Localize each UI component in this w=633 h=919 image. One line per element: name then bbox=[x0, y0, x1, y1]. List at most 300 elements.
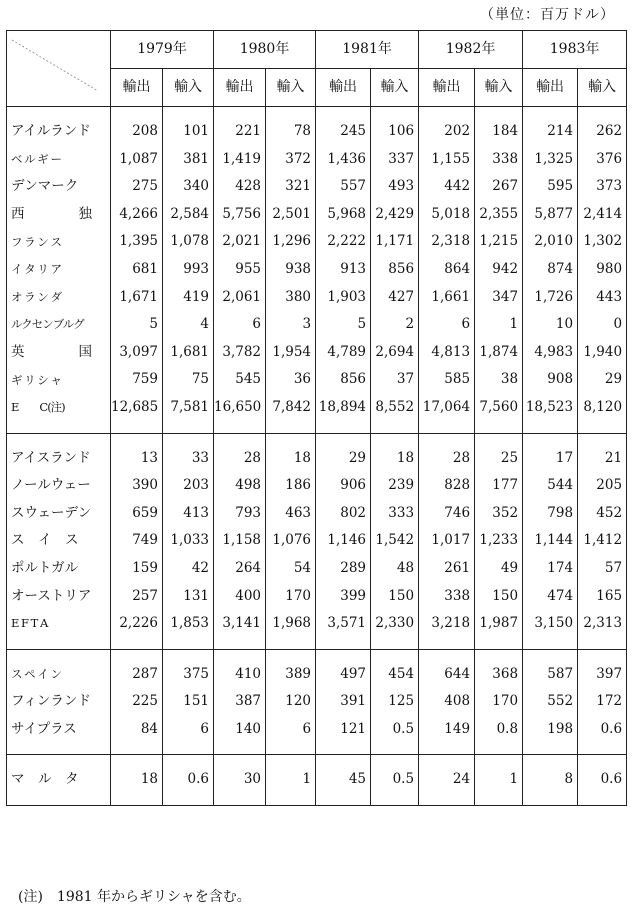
spacer-cell bbox=[163, 422, 214, 434]
export-value: 17,064 bbox=[419, 394, 475, 422]
country-name: アイルランド bbox=[7, 118, 111, 146]
import-value: 25 bbox=[475, 445, 523, 473]
export-value: 225 bbox=[111, 688, 163, 716]
table-row bbox=[7, 284, 627, 312]
export-value: 221 bbox=[214, 118, 266, 146]
export-value: 1,419 bbox=[214, 146, 266, 174]
spacer-cell bbox=[111, 794, 163, 806]
spacer-cell bbox=[111, 649, 163, 661]
table-row bbox=[7, 173, 627, 201]
spacer-row bbox=[7, 743, 627, 755]
export-value: 545 bbox=[214, 366, 266, 394]
import-value: 1,296 bbox=[266, 228, 316, 256]
spacer-cell bbox=[523, 649, 578, 661]
spacer-cell bbox=[371, 743, 419, 755]
import-value: 1 bbox=[266, 766, 316, 794]
spacer-row bbox=[7, 794, 627, 806]
spacer-cell bbox=[578, 743, 627, 755]
import-value: 380 bbox=[266, 284, 316, 312]
import-value: 0.6 bbox=[578, 716, 627, 744]
export-value: 399 bbox=[316, 583, 371, 611]
export-value: 1,671 bbox=[111, 284, 163, 312]
import-value: 397 bbox=[578, 661, 627, 689]
spacer-cell bbox=[266, 107, 316, 119]
import-header: 輸入 bbox=[371, 69, 419, 107]
export-value: 3,571 bbox=[316, 610, 371, 638]
country-name: ポルトガル bbox=[7, 555, 111, 583]
spacer-cell bbox=[163, 755, 214, 767]
import-value: 1,078 bbox=[163, 228, 214, 256]
import-value: 8,552 bbox=[371, 394, 419, 422]
export-value: 84 bbox=[111, 716, 163, 744]
import-value: 427 bbox=[371, 284, 419, 312]
import-value: 1,681 bbox=[163, 339, 214, 367]
country-name: マ ル タ bbox=[7, 766, 111, 794]
import-value: 1,171 bbox=[371, 228, 419, 256]
export-value: 18,894 bbox=[316, 394, 371, 422]
import-value: 1,987 bbox=[475, 610, 523, 638]
spacer-cell bbox=[316, 649, 371, 661]
spacer-cell bbox=[7, 794, 111, 806]
spacer-cell bbox=[419, 649, 475, 661]
export-value: 208 bbox=[111, 118, 163, 146]
spacer-cell bbox=[214, 433, 266, 445]
export-value: 2,318 bbox=[419, 228, 475, 256]
import-value: 368 bbox=[475, 661, 523, 689]
trade-table bbox=[6, 30, 627, 806]
import-value: 6 bbox=[266, 716, 316, 744]
spacer-cell bbox=[371, 755, 419, 767]
year-header-row bbox=[7, 31, 627, 69]
table-row bbox=[7, 527, 627, 555]
export-value: 3,782 bbox=[214, 339, 266, 367]
spacer-cell bbox=[214, 649, 266, 661]
import-value: 375 bbox=[163, 661, 214, 689]
import-value: 37 bbox=[371, 366, 419, 394]
export-value: 474 bbox=[523, 583, 578, 611]
import-value: 463 bbox=[266, 500, 316, 528]
table-row bbox=[7, 311, 627, 339]
export-value: 261 bbox=[419, 555, 475, 583]
import-value: 120 bbox=[266, 688, 316, 716]
country-name: スウェーデン bbox=[7, 500, 111, 528]
table-row bbox=[7, 445, 627, 473]
import-value: 1,968 bbox=[266, 610, 316, 638]
import-value: 980 bbox=[578, 256, 627, 284]
spacer-cell bbox=[316, 743, 371, 755]
import-value: 1,302 bbox=[578, 228, 627, 256]
import-value: 2,429 bbox=[371, 201, 419, 229]
export-header: 輸出 bbox=[523, 69, 578, 107]
export-value: 400 bbox=[214, 583, 266, 611]
import-value: 18 bbox=[371, 445, 419, 473]
spacer-cell bbox=[111, 638, 163, 650]
spacer-cell bbox=[578, 107, 627, 119]
import-value: 2,330 bbox=[371, 610, 419, 638]
export-value: 18,523 bbox=[523, 394, 578, 422]
header-corner bbox=[7, 31, 111, 107]
export-value: 1,436 bbox=[316, 146, 371, 174]
import-value: 0.6 bbox=[578, 766, 627, 794]
export-value: 3,141 bbox=[214, 610, 266, 638]
export-value: 1,158 bbox=[214, 527, 266, 555]
import-value: 372 bbox=[266, 146, 316, 174]
export-value: 4,789 bbox=[316, 339, 371, 367]
export-value: 10 bbox=[523, 311, 578, 339]
import-value: 1,853 bbox=[163, 610, 214, 638]
import-value: 2,355 bbox=[475, 201, 523, 229]
import-value: 101 bbox=[163, 118, 214, 146]
import-value: 443 bbox=[578, 284, 627, 312]
import-value: 856 bbox=[371, 256, 419, 284]
import-value: 7,560 bbox=[475, 394, 523, 422]
export-value: 289 bbox=[316, 555, 371, 583]
export-value: 5,877 bbox=[523, 201, 578, 229]
export-value: 908 bbox=[523, 366, 578, 394]
spacer-cell bbox=[266, 638, 316, 650]
spacer-cell bbox=[523, 433, 578, 445]
import-value: 150 bbox=[475, 583, 523, 611]
import-header: 輸入 bbox=[266, 69, 316, 107]
import-value: 150 bbox=[371, 583, 419, 611]
spacer-cell bbox=[316, 755, 371, 767]
export-value: 4,813 bbox=[419, 339, 475, 367]
table-row bbox=[7, 500, 627, 528]
spacer-cell bbox=[475, 422, 523, 434]
spacer-cell bbox=[523, 422, 578, 434]
export-value: 798 bbox=[523, 500, 578, 528]
export-value: 5 bbox=[111, 311, 163, 339]
import-value: 262 bbox=[578, 118, 627, 146]
spacer-cell bbox=[475, 638, 523, 650]
country-name: サイプラス bbox=[7, 716, 111, 744]
spacer-cell bbox=[419, 422, 475, 434]
export-value: 1,395 bbox=[111, 228, 163, 256]
import-value: 373 bbox=[578, 173, 627, 201]
export-value: 749 bbox=[111, 527, 163, 555]
export-value: 759 bbox=[111, 366, 163, 394]
spacer-row bbox=[7, 755, 627, 767]
export-value: 557 bbox=[316, 173, 371, 201]
country-name: 西 独 bbox=[7, 201, 111, 229]
year-header: 1982年 bbox=[419, 31, 523, 69]
spacer-cell bbox=[7, 107, 111, 119]
import-value: 337 bbox=[371, 146, 419, 174]
spacer-cell bbox=[475, 743, 523, 755]
country-name: E C(注) bbox=[7, 394, 111, 422]
import-value: 78 bbox=[266, 118, 316, 146]
export-value: 906 bbox=[316, 472, 371, 500]
import-value: 203 bbox=[163, 472, 214, 500]
export-value: 828 bbox=[419, 472, 475, 500]
spacer-cell bbox=[419, 433, 475, 445]
spacer-cell bbox=[475, 755, 523, 767]
import-value: 1,076 bbox=[266, 527, 316, 555]
spacer-cell bbox=[419, 638, 475, 650]
spacer-cell bbox=[371, 794, 419, 806]
year-header: 1980年 bbox=[214, 31, 316, 69]
import-value: 239 bbox=[371, 472, 419, 500]
import-value: 942 bbox=[475, 256, 523, 284]
export-value: 802 bbox=[316, 500, 371, 528]
export-value: 497 bbox=[316, 661, 371, 689]
export-value: 3,097 bbox=[111, 339, 163, 367]
import-value: 333 bbox=[371, 500, 419, 528]
spacer-cell bbox=[266, 649, 316, 661]
export-value: 442 bbox=[419, 173, 475, 201]
import-value: 1,412 bbox=[578, 527, 627, 555]
import-header: 輸入 bbox=[163, 69, 214, 107]
export-value: 257 bbox=[111, 583, 163, 611]
spacer-cell bbox=[523, 743, 578, 755]
spacer-cell bbox=[523, 638, 578, 650]
import-value: 0.6 bbox=[163, 766, 214, 794]
table-row bbox=[7, 228, 627, 256]
spacer-cell bbox=[316, 422, 371, 434]
spacer-cell bbox=[214, 755, 266, 767]
import-value: 1,233 bbox=[475, 527, 523, 555]
export-value: 1,017 bbox=[419, 527, 475, 555]
export-header: 輸出 bbox=[316, 69, 371, 107]
import-value: 184 bbox=[475, 118, 523, 146]
import-value: 376 bbox=[578, 146, 627, 174]
spacer-cell bbox=[266, 422, 316, 434]
export-value: 552 bbox=[523, 688, 578, 716]
import-value: 7,842 bbox=[266, 394, 316, 422]
spacer-cell bbox=[371, 649, 419, 661]
export-value: 6 bbox=[419, 311, 475, 339]
export-value: 8 bbox=[523, 766, 578, 794]
import-value: 106 bbox=[371, 118, 419, 146]
spacer-cell bbox=[214, 794, 266, 806]
spacer-cell bbox=[371, 638, 419, 650]
export-value: 45 bbox=[316, 766, 371, 794]
country-name: イ タ リ ア bbox=[7, 256, 111, 284]
table-row bbox=[7, 716, 627, 744]
import-value: 165 bbox=[578, 583, 627, 611]
import-value: 347 bbox=[475, 284, 523, 312]
import-value: 0.5 bbox=[371, 766, 419, 794]
country-name: オ ラ ン ダ bbox=[7, 284, 111, 312]
spacer-cell bbox=[111, 433, 163, 445]
export-value: 644 bbox=[419, 661, 475, 689]
import-value: 170 bbox=[475, 688, 523, 716]
spacer-row bbox=[7, 107, 627, 119]
spacer-cell bbox=[316, 107, 371, 119]
spacer-cell bbox=[523, 794, 578, 806]
spacer-cell bbox=[371, 107, 419, 119]
spacer-cell bbox=[266, 433, 316, 445]
export-value: 3,150 bbox=[523, 610, 578, 638]
export-header: 輸出 bbox=[419, 69, 475, 107]
export-value: 498 bbox=[214, 472, 266, 500]
spacer-cell bbox=[523, 755, 578, 767]
table-row bbox=[7, 472, 627, 500]
export-value: 140 bbox=[214, 716, 266, 744]
year-header: 1979年 bbox=[111, 31, 214, 69]
spacer-cell bbox=[578, 794, 627, 806]
import-value: 2,414 bbox=[578, 201, 627, 229]
spacer-cell bbox=[7, 755, 111, 767]
export-value: 287 bbox=[111, 661, 163, 689]
import-value: 42 bbox=[163, 555, 214, 583]
spacer-cell bbox=[163, 433, 214, 445]
import-value: 48 bbox=[371, 555, 419, 583]
import-value: 170 bbox=[266, 583, 316, 611]
year-header: 1983年 bbox=[523, 31, 627, 69]
spacer-cell bbox=[371, 433, 419, 445]
country-name: E F T A bbox=[7, 610, 111, 638]
export-value: 1,726 bbox=[523, 284, 578, 312]
country-name: フィンランド bbox=[7, 688, 111, 716]
spacer-cell bbox=[7, 649, 111, 661]
export-value: 174 bbox=[523, 555, 578, 583]
unit-label: （単位：百万ドル） bbox=[480, 7, 615, 23]
import-value: 49 bbox=[475, 555, 523, 583]
import-value: 338 bbox=[475, 146, 523, 174]
spacer-row bbox=[7, 433, 627, 445]
export-value: 793 bbox=[214, 500, 266, 528]
spacer-cell bbox=[266, 794, 316, 806]
import-value: 352 bbox=[475, 500, 523, 528]
import-value: 413 bbox=[163, 500, 214, 528]
export-value: 29 bbox=[316, 445, 371, 473]
export-value: 544 bbox=[523, 472, 578, 500]
import-value: 2 bbox=[371, 311, 419, 339]
import-value: 1,954 bbox=[266, 339, 316, 367]
import-value: 29 bbox=[578, 366, 627, 394]
export-value: 1,903 bbox=[316, 284, 371, 312]
export-value: 2,010 bbox=[523, 228, 578, 256]
spacer-cell bbox=[578, 433, 627, 445]
export-value: 391 bbox=[316, 688, 371, 716]
export-value: 1,155 bbox=[419, 146, 475, 174]
spacer-cell bbox=[523, 107, 578, 119]
import-value: 1,874 bbox=[475, 339, 523, 367]
country-name: オーストリア bbox=[7, 583, 111, 611]
export-value: 121 bbox=[316, 716, 371, 744]
spacer-cell bbox=[214, 638, 266, 650]
export-value: 5,018 bbox=[419, 201, 475, 229]
export-value: 1,146 bbox=[316, 527, 371, 555]
export-value: 1,325 bbox=[523, 146, 578, 174]
table-row bbox=[7, 366, 627, 394]
export-value: 1,087 bbox=[111, 146, 163, 174]
import-value: 938 bbox=[266, 256, 316, 284]
spacer-cell bbox=[475, 649, 523, 661]
import-value: 2,584 bbox=[163, 201, 214, 229]
spacer-cell bbox=[419, 794, 475, 806]
country-name: デンマーク bbox=[7, 173, 111, 201]
spacer-cell bbox=[111, 422, 163, 434]
spacer-cell bbox=[371, 422, 419, 434]
spacer-cell bbox=[7, 743, 111, 755]
import-value: 38 bbox=[475, 366, 523, 394]
export-value: 913 bbox=[316, 256, 371, 284]
export-value: 202 bbox=[419, 118, 475, 146]
export-value: 2,222 bbox=[316, 228, 371, 256]
export-value: 24 bbox=[419, 766, 475, 794]
import-value: 186 bbox=[266, 472, 316, 500]
export-value: 587 bbox=[523, 661, 578, 689]
import-value: 2,501 bbox=[266, 201, 316, 229]
export-value: 16,650 bbox=[214, 394, 266, 422]
spacer-cell bbox=[475, 433, 523, 445]
import-value: 1,215 bbox=[475, 228, 523, 256]
import-value: 493 bbox=[371, 173, 419, 201]
import-value: 267 bbox=[475, 173, 523, 201]
export-value: 4,266 bbox=[111, 201, 163, 229]
import-value: 33 bbox=[163, 445, 214, 473]
table-row bbox=[7, 610, 627, 638]
export-value: 6 bbox=[214, 311, 266, 339]
spacer-cell bbox=[214, 107, 266, 119]
export-value: 5,968 bbox=[316, 201, 371, 229]
country-name: ルクセンブルグ bbox=[7, 311, 111, 339]
table-row bbox=[7, 688, 627, 716]
export-value: 681 bbox=[111, 256, 163, 284]
country-name: 英 国 bbox=[7, 339, 111, 367]
spacer-cell bbox=[578, 755, 627, 767]
import-header: 輸入 bbox=[578, 69, 627, 107]
export-value: 387 bbox=[214, 688, 266, 716]
import-header: 輸入 bbox=[475, 69, 523, 107]
import-value: 993 bbox=[163, 256, 214, 284]
spacer-cell bbox=[266, 743, 316, 755]
import-value: 419 bbox=[163, 284, 214, 312]
export-value: 4,983 bbox=[523, 339, 578, 367]
export-value: 13 bbox=[111, 445, 163, 473]
import-value: 8,120 bbox=[578, 394, 627, 422]
import-value: 381 bbox=[163, 146, 214, 174]
spacer-cell bbox=[266, 755, 316, 767]
export-value: 390 bbox=[111, 472, 163, 500]
export-value: 159 bbox=[111, 555, 163, 583]
country-name: ベ ル ギ ー bbox=[7, 146, 111, 174]
spacer-cell bbox=[163, 107, 214, 119]
spacer-cell bbox=[316, 433, 371, 445]
export-value: 410 bbox=[214, 661, 266, 689]
export-value: 214 bbox=[523, 118, 578, 146]
spacer-cell bbox=[578, 649, 627, 661]
import-value: 454 bbox=[371, 661, 419, 689]
export-value: 428 bbox=[214, 173, 266, 201]
table-row bbox=[7, 555, 627, 583]
table-row bbox=[7, 583, 627, 611]
export-value: 30 bbox=[214, 766, 266, 794]
import-value: 0.5 bbox=[371, 716, 419, 744]
spacer-cell bbox=[163, 794, 214, 806]
import-value: 131 bbox=[163, 583, 214, 611]
table-row bbox=[7, 394, 627, 422]
spacer-row bbox=[7, 649, 627, 661]
export-value: 245 bbox=[316, 118, 371, 146]
spacer-cell bbox=[475, 794, 523, 806]
spacer-cell bbox=[419, 755, 475, 767]
import-value: 1,033 bbox=[163, 527, 214, 555]
import-value: 54 bbox=[266, 555, 316, 583]
country-name: アイスランド bbox=[7, 445, 111, 473]
import-value: 18 bbox=[266, 445, 316, 473]
import-value: 57 bbox=[578, 555, 627, 583]
year-header: 1981年 bbox=[316, 31, 419, 69]
export-value: 2,061 bbox=[214, 284, 266, 312]
import-value: 2,313 bbox=[578, 610, 627, 638]
import-value: 151 bbox=[163, 688, 214, 716]
export-value: 659 bbox=[111, 500, 163, 528]
spacer-cell bbox=[475, 107, 523, 119]
export-value: 2,226 bbox=[111, 610, 163, 638]
